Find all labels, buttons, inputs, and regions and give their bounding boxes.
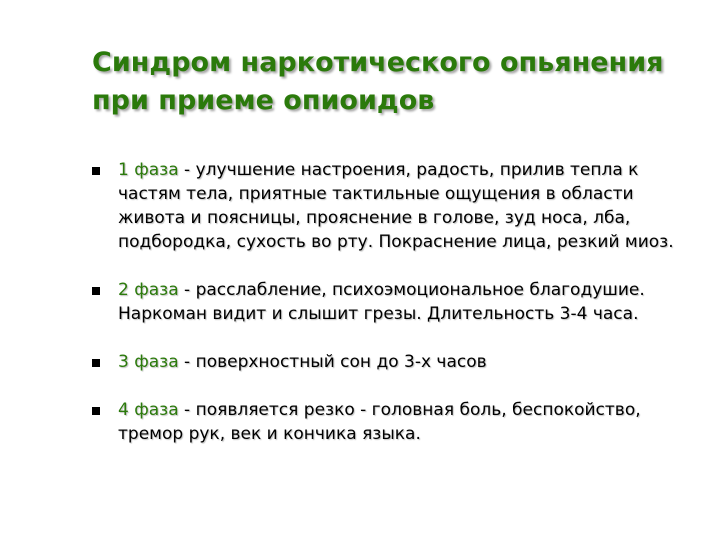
phase-label: 2 фаза (118, 280, 179, 300)
phase-label: 1 фаза (118, 160, 179, 180)
square-bullet-icon (92, 167, 100, 175)
phase-description: - появляется резко - головная боль, беспокойство, тремор рук, век и кончика языка. (118, 400, 641, 444)
bullet-item-phase-3 (92, 350, 682, 374)
bullet-item-phase-1 (92, 158, 682, 254)
bullet-item-phase-2 (92, 278, 682, 326)
slide-title: Синдром наркотического опьянения при приеме опиоидов (92, 47, 664, 116)
phase-label: 4 фаза (118, 400, 179, 420)
square-bullet-icon (92, 287, 100, 295)
phase-description: - улучшение настроения, радость, прилив тепла к частям тела, приятные тактильные ощущения в области живота и поясницы, прояснение в голове, зуд носа, лба, подбородка, сухость во рту. Покраснение лица, резкий миоз. (118, 160, 674, 252)
bullet-item-phase-4 (92, 398, 682, 446)
phase-description: - расслабление, психоэмоциональное благодушие. Наркоман видит и слышит грезы. Длительность 3-4 часа. (118, 280, 645, 324)
phase-description: - поверхностный сон до 3-х часов (178, 352, 487, 372)
bullet-list (92, 158, 682, 446)
square-bullet-icon (92, 407, 100, 415)
phase-label: 3 фаза (118, 352, 179, 372)
square-bullet-icon (92, 359, 100, 367)
